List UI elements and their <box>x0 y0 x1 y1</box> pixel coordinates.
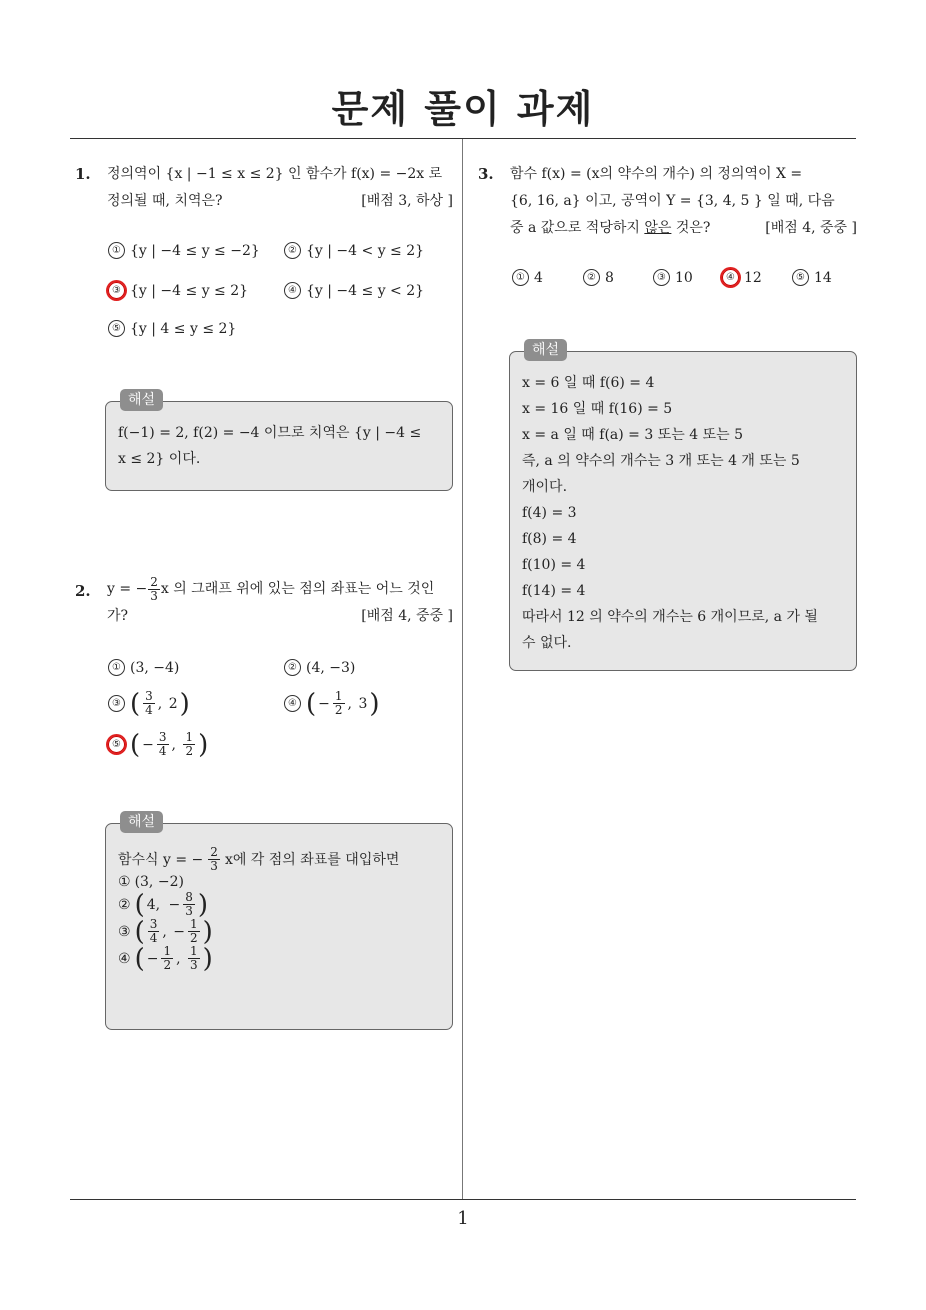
choice-5-selected[interactable] <box>108 731 208 758</box>
choice-number: ⑤ <box>792 269 809 286</box>
explanation-box-1 <box>105 392 453 491</box>
choice-text: (3, −4) <box>130 659 180 676</box>
choice-text: 10 <box>675 269 693 286</box>
choice-1[interactable] <box>108 659 179 676</box>
explanation-line: x ≤ 2} 이다. <box>118 451 201 467</box>
explanation-line: f(14) = 4 <box>522 583 586 599</box>
choice-number: ① <box>108 242 125 259</box>
explanation-line: f(−1) = 2, f(2) = −4 이므로 치역은 {y | −4 ≤ <box>118 425 422 441</box>
explanation-line: 개이다. <box>522 479 568 495</box>
question-text-line: 함수 f(x) = (x의 약수의 개수) 의 정의역이 X = <box>510 166 803 182</box>
explanation-line: ② ( 4, − $\frac{8}{3}$ ) <box>118 889 209 920</box>
explanation-line: 수 없다. <box>522 635 572 651</box>
choice-2[interactable] <box>583 269 614 286</box>
choice-text: 12 <box>744 269 762 286</box>
explanation-line: ① (3, −2) <box>118 874 184 890</box>
choice-text: {y | −4 ≤ y < 2} <box>306 282 425 299</box>
explanation-label: 해설 <box>120 389 163 411</box>
fraction: $\frac{2}{3}$ <box>150 575 158 603</box>
choice-2[interactable] <box>284 242 424 259</box>
explanation-line: x = 16 일 때 f(16) = 5 <box>522 401 673 417</box>
question-text-line: x 의 그래프 위에 있는 점의 좌표는 어느 것인 <box>160 581 435 597</box>
score-meta: [배점 4, 중중 ] <box>765 220 857 236</box>
question-3: 3. 함수 f(x) = (x의 약수의 개수) 의 정의역이 X = {6, 16, a} 이고, 공역이 Y = {3, 4, 5 } 일 때, 다음 중 a 값으로 적당하지 않은 것은? [배점 4, 중중 ] <box>510 161 857 242</box>
question-text-line: 중 a 값으로 적당하지 <box>510 220 645 236</box>
choice-1[interactable] <box>512 269 543 286</box>
question-number: 1. <box>75 165 91 183</box>
bottom-rule <box>70 1199 856 1200</box>
coordinate-pair: ( − $\frac{3}{4}$ , $\frac{1}{2}$ ) <box>130 729 209 760</box>
choice-number: ③ <box>653 269 670 286</box>
choice-3-selected[interactable] <box>108 282 248 299</box>
explanation-box-3 <box>509 342 857 671</box>
explanation-line: 함수식 y = − $\frac{2}{3}$ x에 각 점의 좌표를 대입하면 <box>118 845 400 873</box>
choice-text: {y | −4 ≤ y ≤ −2} <box>130 242 260 259</box>
explanation-line: ③ ( $\frac{3}{4}$ , − $\frac{1}{2}$ ) <box>118 916 213 947</box>
choice-number: ① <box>512 269 529 286</box>
equation-prefix: y = − <box>107 581 148 597</box>
choice-number: ① <box>108 659 125 676</box>
choice-number: ② <box>284 659 301 676</box>
choice-4[interactable] <box>284 282 424 299</box>
explanation-line: f(4) = 3 <box>522 505 577 521</box>
choice-1[interactable] <box>108 242 260 259</box>
choice-number: ④ <box>284 695 301 712</box>
explanation-box-2 <box>105 814 453 1030</box>
question-text-line: {6, 16, a} 이고, 공역이 Y = {3, 4, 5 } 일 때, 다음 <box>510 193 835 209</box>
explanation-label: 해설 <box>120 811 163 833</box>
choice-number: ② <box>284 242 301 259</box>
choice-number: ④ <box>284 282 301 299</box>
question-text-line: 가? <box>107 608 129 624</box>
choice-text: 4 <box>534 269 543 286</box>
coordinate-pair: ( − $\frac{1}{2}$ , 3 ) <box>306 688 380 719</box>
choice-number: ④ <box>722 269 739 286</box>
column-divider <box>462 139 463 1199</box>
choice-4[interactable] <box>284 690 380 717</box>
explanation-line: x = 6 일 때 f(6) = 4 <box>522 375 655 391</box>
explanation-line: f(8) = 4 <box>522 531 577 547</box>
choice-number: ③ <box>108 695 125 712</box>
underlined-word: 않은 <box>644 220 672 236</box>
choice-4-selected[interactable] <box>722 269 762 286</box>
score-meta: [배점 3, 하상 ] <box>361 193 453 209</box>
coordinate-pair: ( $\frac{3}{4}$ , 2 ) <box>130 688 190 719</box>
page-title: 문제 풀이 과제 <box>331 87 595 131</box>
explanation-line: x = a 일 때 f(a) = 3 또는 4 또는 5 <box>522 427 743 443</box>
question-2 <box>75 575 453 630</box>
choice-text: {y | −4 ≤ y ≤ 2} <box>130 282 249 299</box>
choice-text: {y | −4 < y ≤ 2} <box>306 242 425 259</box>
question-number: 2. <box>75 582 91 600</box>
choice-3[interactable] <box>653 269 693 286</box>
choice-text: 8 <box>605 269 614 286</box>
choice-number: ⑤ <box>108 736 125 753</box>
explanation-line: 즉, a 의 약수의 개수는 3 개 또는 4 개 또는 5 <box>522 453 800 469</box>
choice-5[interactable] <box>792 269 832 286</box>
explanation-line: ④ ( − $\frac{1}{2}$ , $\frac{1}{3}$ ) <box>118 943 213 974</box>
question-number: 3. <box>478 165 494 183</box>
page-number: 1 <box>457 1208 469 1229</box>
choice-number: ② <box>583 269 600 286</box>
question-text-line: 정의될 때, 치역은? <box>107 193 223 209</box>
question-1 <box>75 161 453 215</box>
choice-text: (4, −3) <box>306 659 356 676</box>
question-text-line: 정의역이 {x | −1 ≤ x ≤ 2} 인 함수가 f(x) = −2x 로 <box>107 166 443 182</box>
choice-number: ⑤ <box>108 320 125 337</box>
choice-5[interactable] <box>108 320 236 337</box>
choice-text: 14 <box>814 269 832 286</box>
choice-3[interactable] <box>108 690 190 717</box>
score-meta: [배점 4, 중중 ] <box>361 608 453 624</box>
explanation-line: 따라서 12 의 약수의 개수는 6 개이므로, a 가 될 <box>522 609 818 625</box>
choice-number: ③ <box>108 282 125 299</box>
top-rule <box>70 138 856 139</box>
explanation-label: 해설 <box>524 339 567 361</box>
explanation-line: f(10) = 4 <box>522 557 586 573</box>
choice-2[interactable] <box>284 659 355 676</box>
choice-text: {y | 4 ≤ y ≤ 2} <box>130 320 237 337</box>
